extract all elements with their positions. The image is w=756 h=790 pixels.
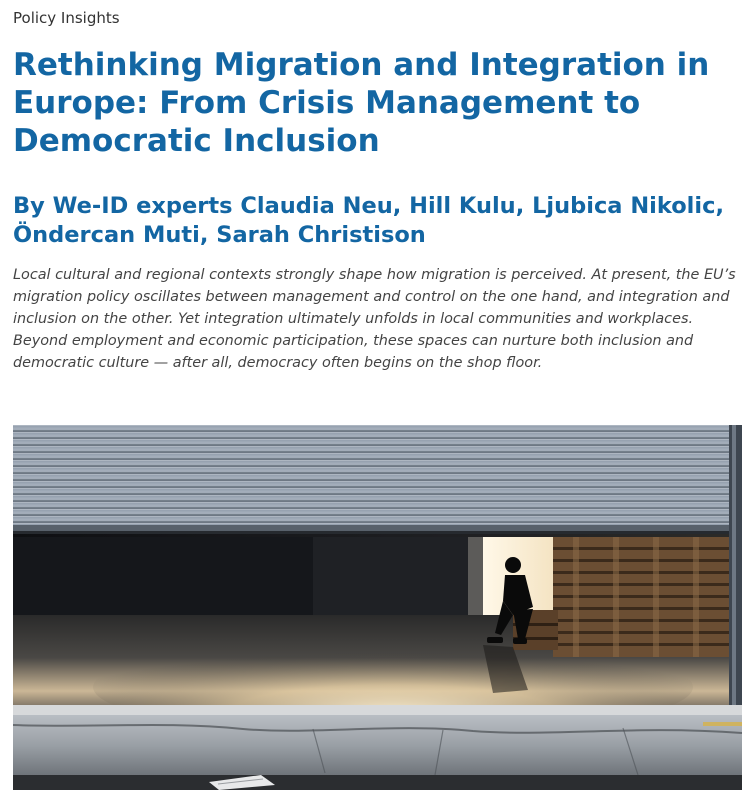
category-label[interactable]: Policy Insights <box>13 9 120 27</box>
warehouse-photo <box>13 425 742 790</box>
hero-image <box>13 425 742 790</box>
article-byline: By We-ID experts Claudia Neu, Hill Kulu, Ljubica Nikolic, Öndercan Muti, Sarah Christison <box>13 193 724 248</box>
article-lead: Local cultural and regional contexts strongly shape how migration is perceived. At present, the EU’s migration policy oscillates between management and control on the one hand, and integration and inclusion on the other. Yet integration ultimately unfolds in local communities and workplaces. Beyond employment and economic participation, these spaces can nurture both inclusion and democratic culture — after all, democracy often begins on the shop floor. <box>13 267 736 371</box>
article-title: Rethinking Migration and Integration in Europe: From Crisis Management to Democratic Inclusion <box>13 47 710 159</box>
